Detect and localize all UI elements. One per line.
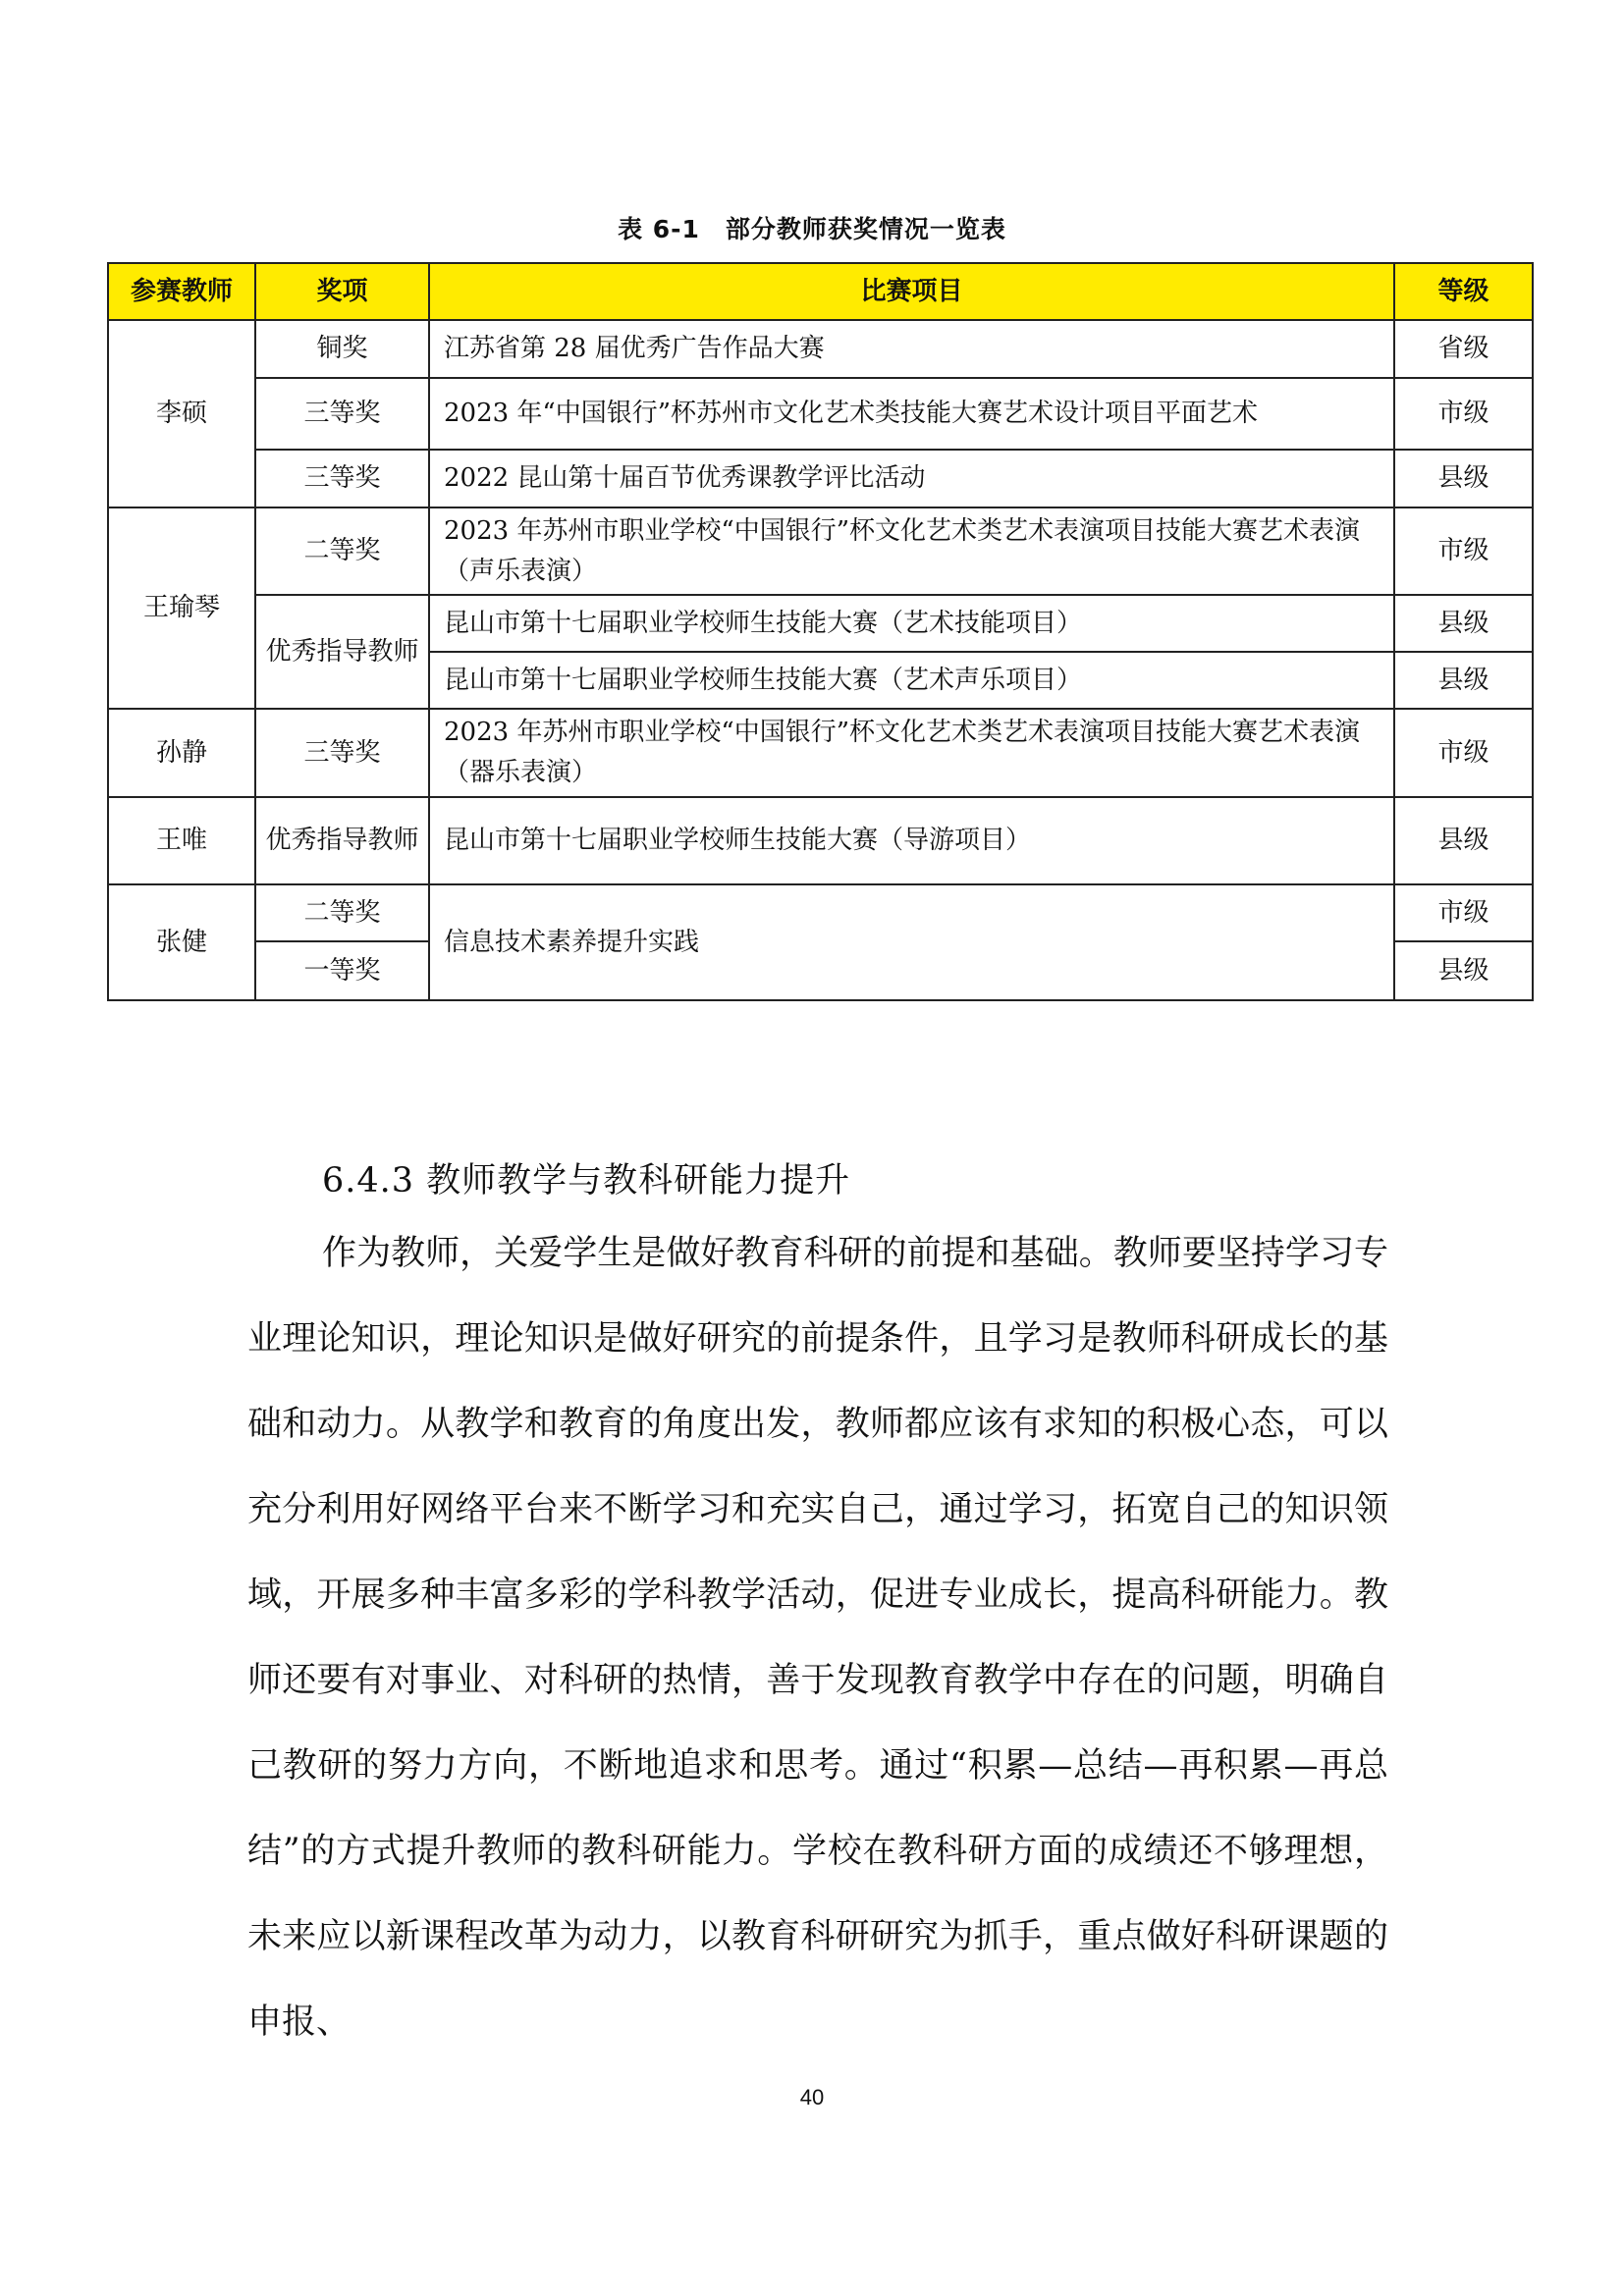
project-cell: 2023 年苏州市职业学校“中国银行”杯文化艺术类艺术表演项目技能大赛艺术表演（器乐表演） [429,709,1394,797]
award-cell: 二等奖 [255,507,429,595]
table-row [108,709,1533,797]
table-row [108,320,1533,378]
level-cell: 县级 [1394,450,1533,507]
project-cell: 2023 年苏州市职业学校“中国银行”杯文化艺术类艺术表演项目技能大赛艺术表演（声乐表演） [429,507,1394,595]
award-cell: 三等奖 [255,709,429,797]
project-cell: 昆山市第十七届职业学校师生技能大赛（艺术技能项目） [429,595,1394,652]
header-teacher: 参赛教师 [108,263,255,320]
award-cell: 三等奖 [255,450,429,507]
award-cell: 优秀指导教师 [255,797,429,884]
level-cell: 市级 [1394,507,1533,595]
level-cell: 县级 [1394,652,1533,709]
teacher-cell: 王瑜琴 [108,507,255,709]
level-cell: 县级 [1394,941,1533,1000]
teacher-cell: 王唯 [108,797,255,884]
table-caption: 表 6-1 部分教师获奖情况一览表 [618,215,1006,243]
level-cell: 县级 [1394,797,1533,884]
table-row [108,595,1533,652]
table-row [108,797,1533,884]
level-cell: 县级 [1394,595,1533,652]
page-number: 40 [799,2085,825,2109]
header-award: 奖项 [255,263,429,320]
table-row [108,507,1533,595]
award-cell: 二等奖 [255,884,429,941]
level-cell: 省级 [1394,320,1533,378]
awards-table [107,262,1534,1001]
project-cell: 江苏省第 28 届优秀广告作品大赛 [429,320,1394,378]
table-row [108,378,1533,450]
project-cell: 昆山市第十七届职业学校师生技能大赛（导游项目） [429,797,1394,884]
teacher-cell: 孙静 [108,709,255,797]
section-heading: 6.4.3 教师教学与教科研能力提升 [322,1161,851,1201]
body-paragraph [247,1211,1388,2065]
award-cell: 一等奖 [255,941,429,1000]
teacher-cell: 张健 [108,884,255,1000]
award-cell: 优秀指导教师 [255,595,429,709]
project-cell: 2022 昆山第十届百节优秀课教学评比活动 [429,450,1394,507]
level-cell: 市级 [1394,884,1533,941]
level-cell: 市级 [1394,378,1533,450]
project-cell: 昆山市第十七届职业学校师生技能大赛（艺术声乐项目） [429,652,1394,709]
teacher-cell: 李硕 [108,320,255,507]
paragraph-text: 作为教师，关爱学生是做好教育科研的前提和基础。教师要坚持学习专业理论知识，理论知识是做好研究的前提条件，且学习是教师科研成长的基础和动力。从教学和教育的角度出发，教师都应该有求知的积极心态，可以充分利用好网络平台来不断学习和充实自己，通过学习，拓宽自己的知识领域，开展多种丰富多彩的学科教学活动，促进专业成长，提高科研能力。教师还要有对事业、对科研的热情，善于发现教育教学中存在的问题，明确自己教研的努力方向，不断地追求和思考。通过“积累—总结—再积累—再总结”的方式提升教师的教科研能力。学校在教科研方面的成绩还不够理想，未来应以新课程改革为动力，以教育科研研究为抓手，重点做好科研课题的申报、 [247,1234,1388,2042]
level-cell: 市级 [1394,709,1533,797]
header-level: 等级 [1394,263,1533,320]
award-cell: 铜奖 [255,320,429,378]
table-header-row [108,263,1533,320]
project-cell: 信息技术素养提升实践 [429,884,1394,1000]
project-cell: 2023 年“中国银行”杯苏州市文化艺术类技能大赛艺术设计项目平面艺术 [429,378,1394,450]
award-cell: 三等奖 [255,378,429,450]
table-row [108,450,1533,507]
table-row [108,884,1533,941]
header-project: 比赛项目 [429,263,1394,320]
